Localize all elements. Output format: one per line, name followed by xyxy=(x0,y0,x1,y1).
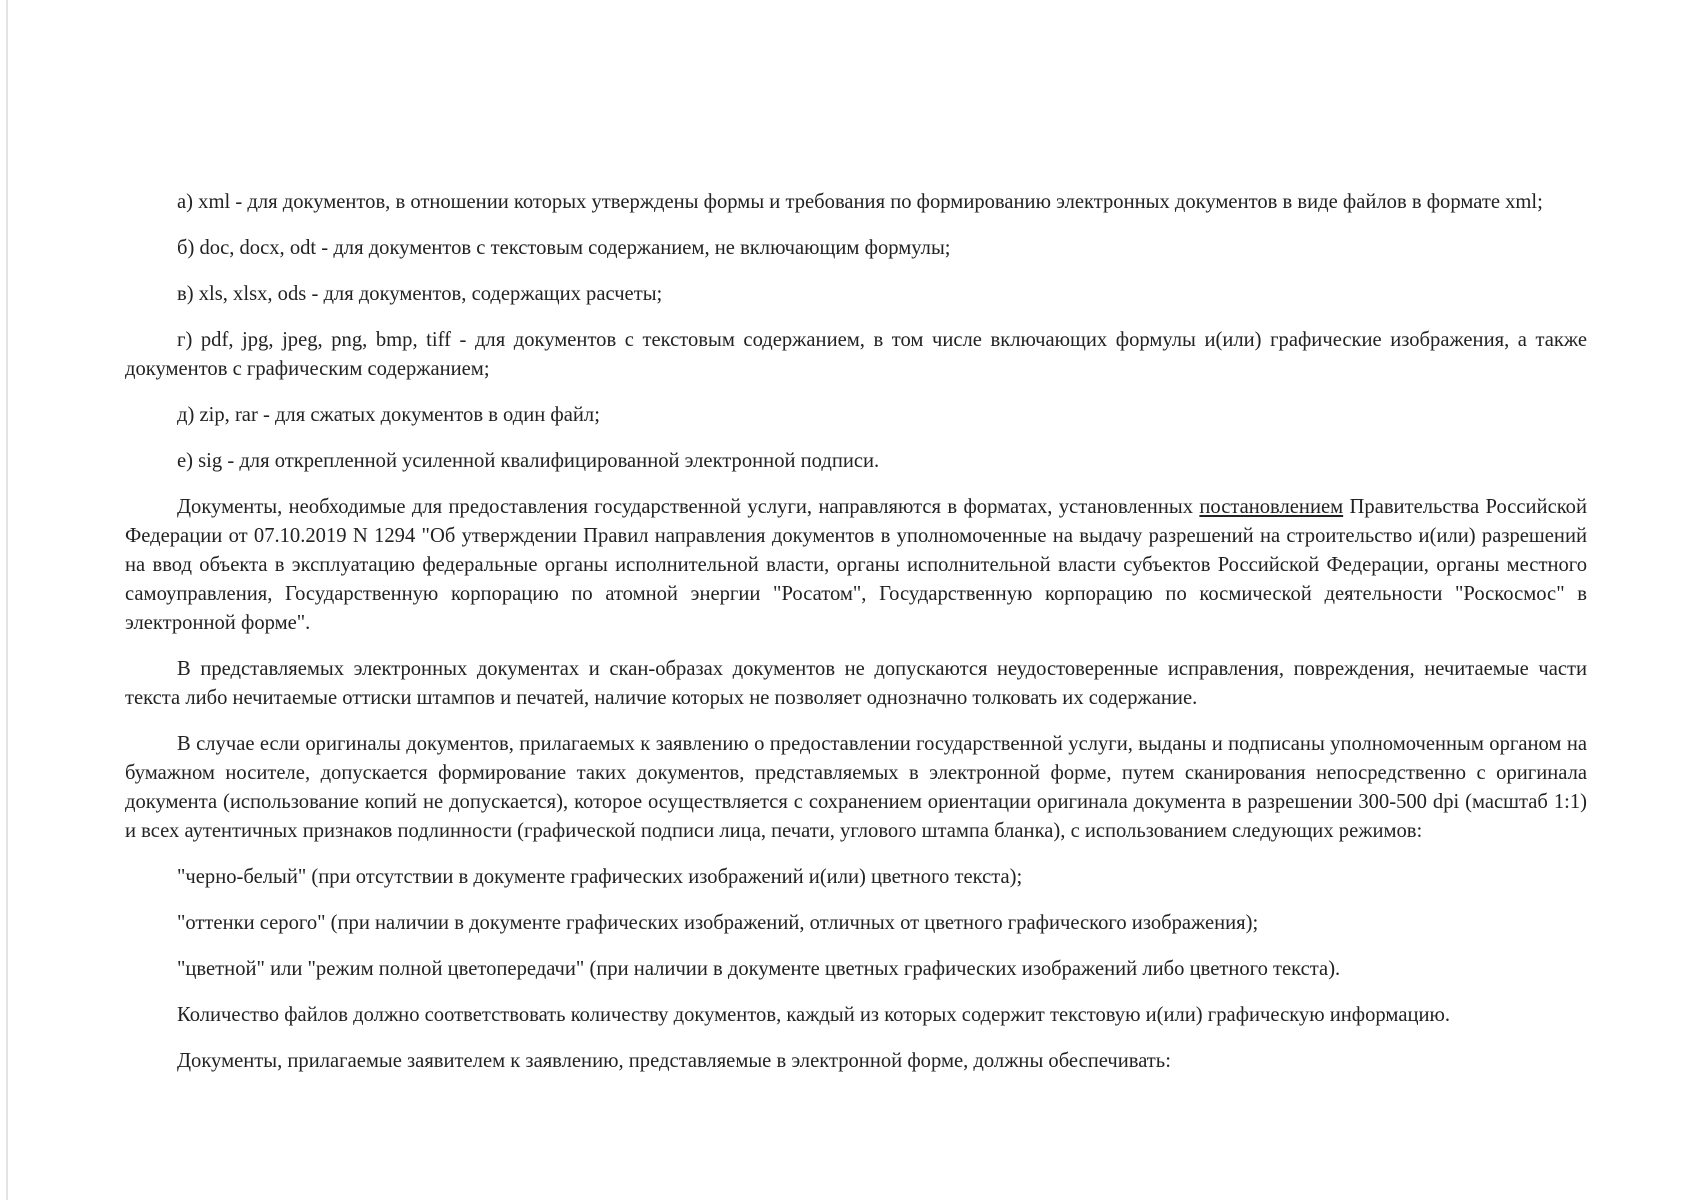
scan-edge-line xyxy=(6,0,8,1200)
paragraph-scanning: В случае если оригиналы документов, прилагаемых к заявлению о предоставлении государственной услуги, выданы и подписаны уполномоченным органом на бумажном носителе, допускается формирование таких документов, представляемых в электронной форме, путем сканирования непосредственно с оригинала документа (использование копий не допускается), которое осуществляется с сохранением ориентации оригинала документа в разрешении 300-500 dpi (масштаб 1:1) и всех аутентичных признаков подлинности (графической подписи лица, печати, углового штампа бланка), с использованием следующих режимов: xyxy=(125,733,1587,842)
document-body xyxy=(125,188,1587,1093)
paragraph-format-zip: д) zip, rar - для сжатых документов в один файл; xyxy=(177,404,600,426)
paragraph-format-xls: в) xls, xlsx, ods - для документов, содержащих расчеты; xyxy=(177,283,663,305)
paragraph-requirements: Документы, прилагаемые заявителем к заявлению, представляемые в электронной форме, должны обеспечивать: xyxy=(177,1050,1171,1072)
paragraph-format-doc: б) doc, docx, odt - для документов с текстовым содержанием, не включающим формулы; xyxy=(177,237,951,259)
paragraph-mode-bw: "черно-белый" (при отсутствии в документе графических изображений и(или) цветного текста); xyxy=(177,866,1023,888)
paragraph-file-count: Количество файлов должно соответствовать количеству документов, каждый из которых содержит текстовую и(или) графическую информацию. xyxy=(177,1004,1451,1026)
paragraph-format-xml: а) xml - для документов, в отношении которых утверждены формы и требования по формированию электронных документов в виде файлов в формате xml; xyxy=(177,191,1543,213)
paragraph-format-pdf: г) pdf, jpg, jpeg, png, bmp, tiff - для документов с текстовым содержанием, в том числе включающих формулы и(или) графические изображения, а также документов с графическим содержанием; xyxy=(125,329,1587,380)
paragraph-mode-color: "цветной" или "режим полной цветопередачи" (при наличии в документе цветных графических изображений либо цветного текста). xyxy=(177,958,1341,980)
paragraph-format-sig: е) sig - для открепленной усиленной квалифицированной электронной подписи. xyxy=(177,450,880,472)
decree-text-after: Правительства Российской Федерации от 07.10.2019 N 1294 "Об утверждении Правил направления документов в уполномоченные на выдачу разрешений на строительство и(или) разрешений на ввод объекта в эксплуатацию федеральные органы исполнительной власти, органы исполнительной власти субъектов Российской Федерации, органы местного самоуправления, Государственную корпорацию по атомной энергии "Росатом", Государственную корпорацию по космической деятельности "Роскосмос" в электронной форме". xyxy=(125,496,1587,634)
paragraph-mode-gray: "оттенки серого" (при наличии в документе графических изображений, отличных от цветного графического изображения); xyxy=(177,912,1259,934)
paragraph-decree xyxy=(125,493,1587,638)
paragraph-corrections: В представляемых электронных документах и скан-образах документов не допускаются неудостоверенные исправления, повреждения, нечитаемые части текста либо нечитаемые оттиски штампов и печатей, наличие которых не позволяет однозначно толковать их содержание. xyxy=(125,658,1587,709)
decree-text-before: Документы, необходимые для предоставления государственной услуги, направляются в форматах, установленных xyxy=(177,496,1200,518)
decree-link[interactable]: постановлением xyxy=(1199,496,1344,518)
